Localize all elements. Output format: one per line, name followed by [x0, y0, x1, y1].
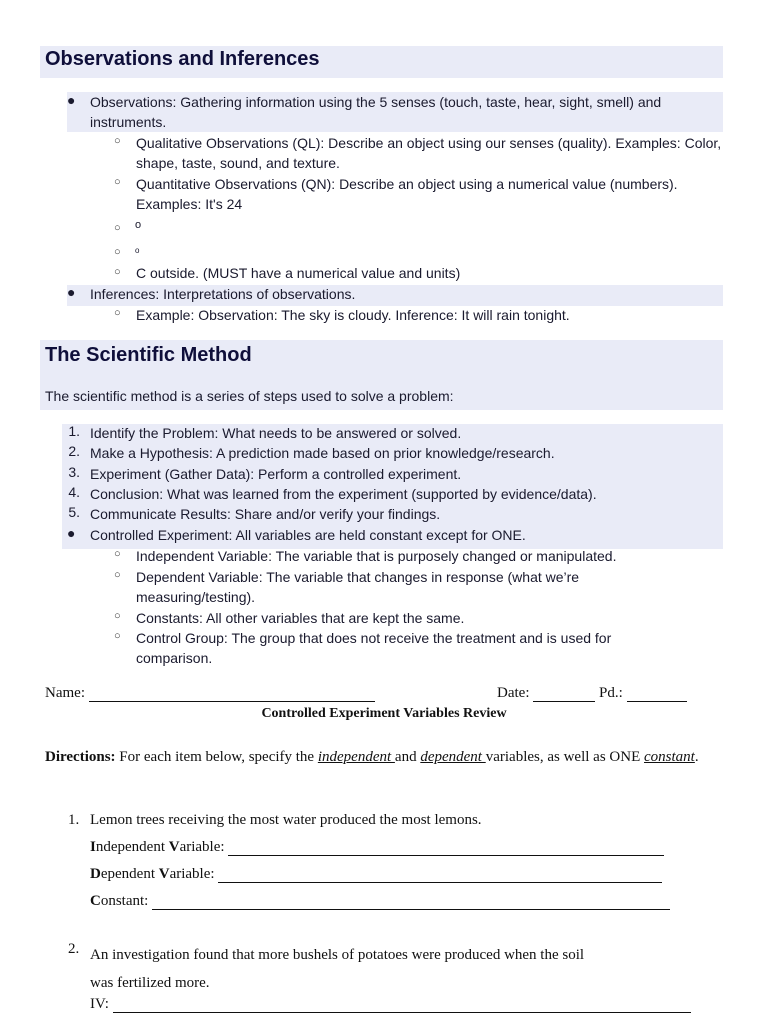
q2-iv-row [90, 996, 691, 1013]
iv-label-end: ariable: [179, 839, 225, 855]
q2-line-1: An investigation found that more bushels of potatoes were produced when the soil [90, 947, 585, 963]
step-text: Conclusion: What was learned from the experiment (supported by evidence/data). [90, 486, 597, 502]
step-number: 2. [68, 443, 80, 459]
bullet-dot: ● [67, 92, 76, 108]
dependent-word: dependent [420, 749, 486, 765]
dv-initial: D [90, 866, 101, 882]
iv-label: ndependent [95, 839, 169, 855]
circle-bullet: ○ [114, 630, 121, 642]
iv-short-label: IV: [90, 996, 109, 1012]
q2-iv-field[interactable] [113, 998, 691, 1013]
circle-bullet: ○ [114, 569, 121, 581]
constant-row [90, 893, 670, 910]
iv-initial-v: V [168, 839, 180, 855]
bullet-dot: ● [67, 525, 76, 541]
circle-bullet: ○ [114, 135, 121, 147]
circle-bullet: ○ [114, 266, 121, 278]
dv-initial-v: V [158, 866, 170, 882]
step-number: 3. [68, 464, 80, 480]
dependent-variable-field[interactable] [218, 868, 662, 883]
dependent-variable-row [90, 866, 662, 883]
circle-bullet: ○ [114, 246, 121, 258]
directions-label: Directions: [45, 749, 116, 765]
qualitative-text: Qualitative Observations (QL): Describe an object using our senses (quality). Examples: Color, shape, taste, sound, and texture. [136, 135, 722, 171]
bullet-dot: ● [67, 284, 76, 300]
directions-text: . [694, 749, 699, 765]
sub-text: Control Group: The group that does not receive the treatment and is used for comparison. [136, 630, 612, 666]
question-number: 1. [68, 812, 80, 828]
circle-bullet: ○ [114, 307, 121, 319]
circle-bullet: ○ [114, 222, 121, 234]
observations-text: Observations: Gathering information using the 5 senses (touch, taste, hear, sight, smell) and instruments. [90, 94, 662, 130]
quantitative-text: Quantitative Observations (QN): Describe an object using a numerical value (numbers). Examples: It's 24 [136, 176, 678, 212]
date-field[interactable] [533, 687, 595, 702]
constant-word: constant [644, 749, 695, 765]
step-number: 1. [68, 423, 80, 439]
name-label: Name: [45, 685, 85, 701]
date-label: Date: [497, 685, 530, 701]
method-intro: The scientific method is a series of steps used to solve a problem: [45, 388, 454, 404]
worksheet-title: Controlled Experiment Variables Review [261, 706, 507, 721]
question-number: 2. [68, 941, 80, 957]
dv-label-end: ariable: [169, 866, 215, 882]
section-heading-observations: Observations and Inferences [45, 48, 320, 70]
independent-variable-field[interactable] [228, 841, 664, 856]
circle-bullet: ○ [114, 548, 121, 560]
sub-text: Dependent Variable: The variable that changes in response (what we’re measuring/testing). [136, 569, 580, 605]
example-text: Example: Observation: The sky is cloudy. Inference: It will rain tonight. [136, 307, 570, 323]
iv-initial: I [90, 839, 96, 855]
degree-glyph: o [135, 219, 142, 231]
constant-field[interactable] [152, 895, 670, 910]
step-number: 5. [68, 504, 80, 520]
directions-text: variables, as well as ONE [485, 749, 645, 765]
section-heading-scientific-method: The Scientific Method [45, 344, 252, 366]
step-text: Make a Hypothesis: A prediction made based on prior knowledge/research. [90, 445, 555, 461]
circle-bullet: ○ [114, 176, 121, 188]
pd-label: Pd.: [598, 685, 623, 701]
constant-label: onstant: [100, 893, 149, 909]
outside-text: C outside. (MUST have a numerical value and units) [136, 265, 461, 281]
date-row [497, 685, 687, 702]
controlled-text: Controlled Experiment: All variables are held constant except for ONE. [90, 527, 526, 543]
independent-word: independent [317, 749, 395, 765]
degree-glyph: o [135, 246, 140, 255]
step-text: Identify the Problem: What needs to be answered or solved. [90, 425, 462, 441]
question-1-text: Lemon trees receiving the most water produced the most lemons. [90, 812, 482, 828]
directions-text: For each item below, specify the [115, 749, 318, 765]
step-number: 4. [68, 484, 80, 500]
independent-variable-row [90, 839, 664, 856]
directions [45, 747, 725, 768]
name-row [45, 685, 375, 702]
question-2-text [90, 941, 730, 997]
name-field[interactable] [89, 687, 375, 702]
c-initial: C [90, 893, 101, 909]
circle-bullet: ○ [114, 610, 121, 622]
inferences-text: Inferences: Interpretations of observations. [90, 286, 356, 302]
pd-field[interactable] [627, 687, 687, 702]
sub-text: Independent Variable: The variable that is purposely changed or manipulated. [136, 548, 617, 564]
dv-label: ependent [100, 866, 159, 882]
q2-line-2: was fertilized more. [90, 975, 210, 991]
sub-text: Constants: All other variables that are kept the same. [136, 610, 465, 626]
directions-text: and [394, 749, 421, 765]
step-text: Experiment (Gather Data): Perform a controlled experiment. [90, 466, 462, 482]
step-text: Communicate Results: Share and/or verify your findings. [90, 506, 441, 522]
